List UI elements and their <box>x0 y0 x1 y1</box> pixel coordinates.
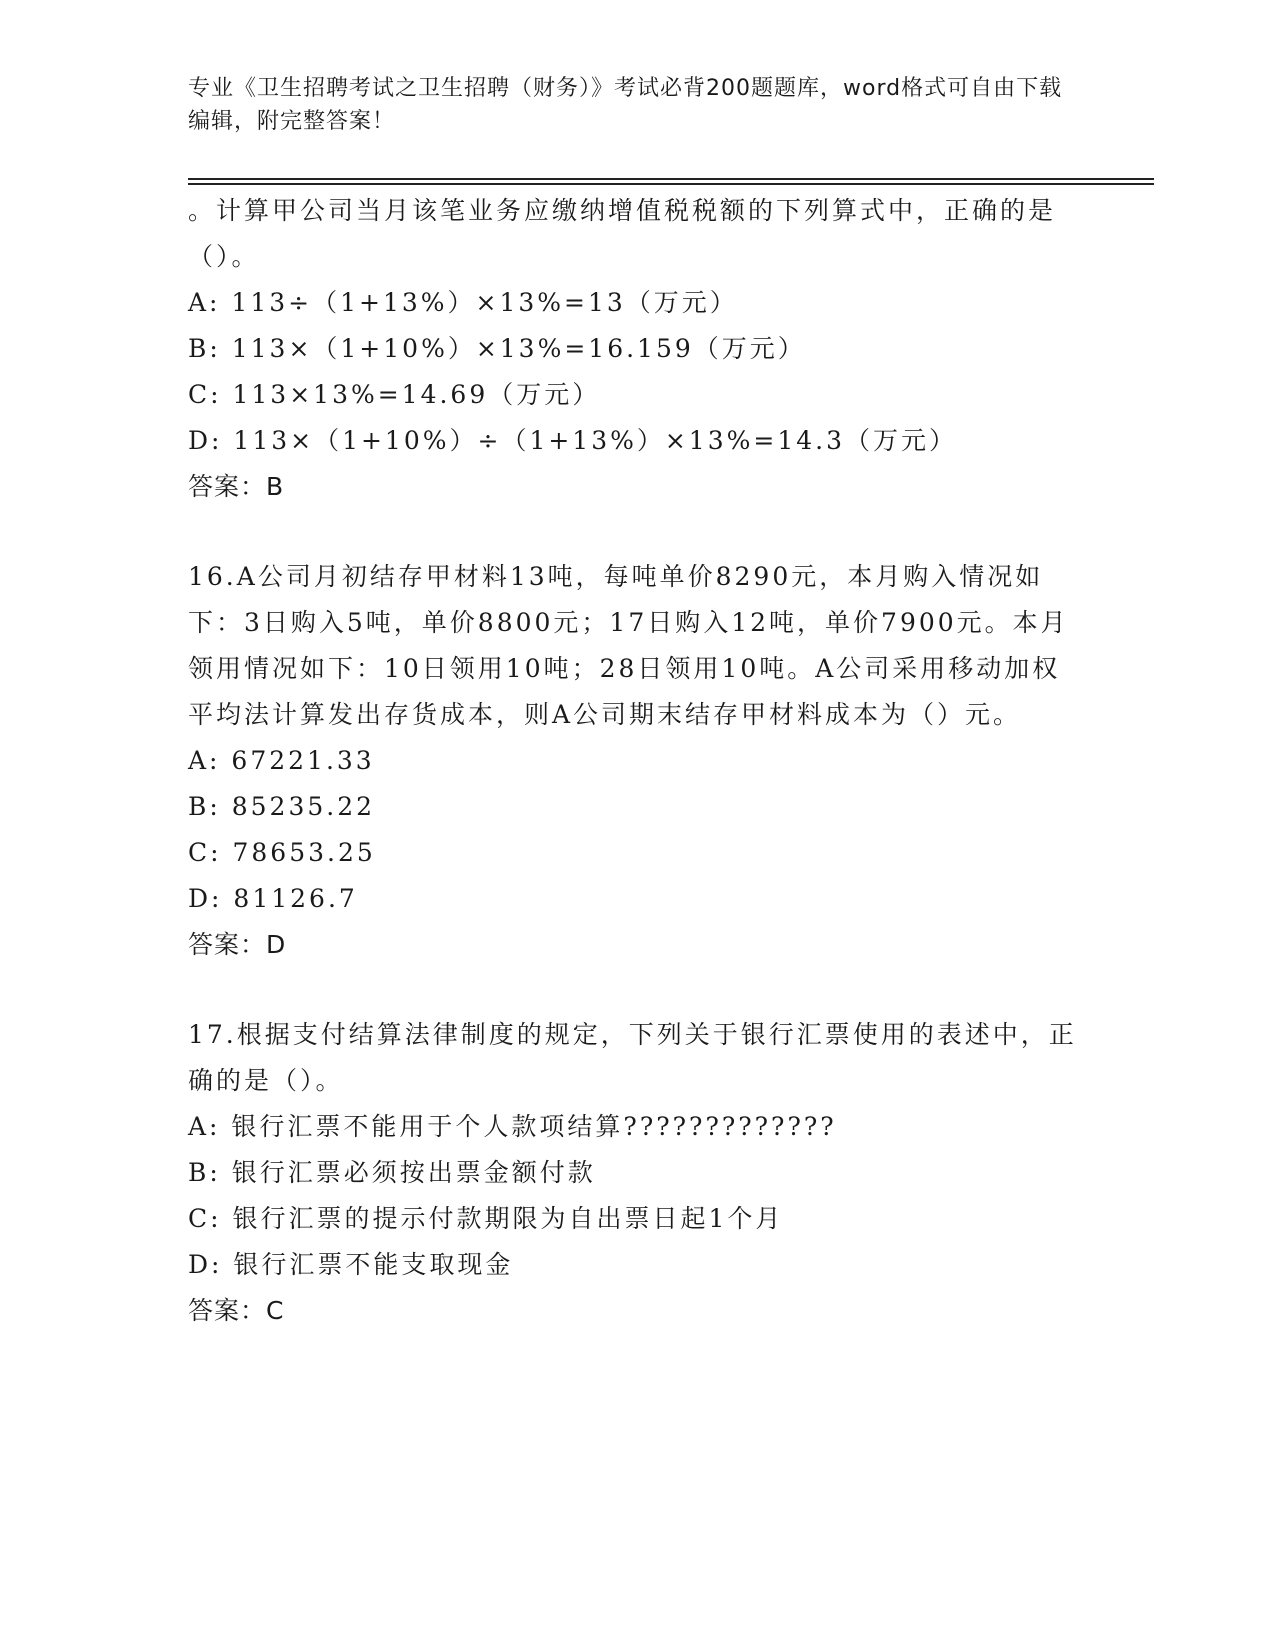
document-header-title: 专业《卫生招聘考试之卫生招聘（财务）》考试必背200题题库，word格式可自由下载编辑，附完整答案！ <box>188 76 1063 134</box>
header-divider-bottom <box>188 183 1154 185</box>
option-d: D: 113×（1+10%）÷（1+13%）×13%=14.3（万元） <box>188 426 957 455</box>
option-b: B: 85235.22 <box>188 792 376 821</box>
option-c: C: 78653.25 <box>188 838 376 867</box>
question-stem: 16.A公司月初结存甲材料13吨，每吨单价8290元，本月购入情况如下：3日购入5吨，单价8800元；17日购入12吨，单价7900元。本月领用情况如下：10日领用10吨；28日领用10吨。A公司采用移动加权平均法计算发出存货成本，则A公司期末结存甲材料成本为（）元。 <box>188 562 1069 729</box>
option-a: A: 67221.33 <box>188 746 375 775</box>
answer-line: 答案：D <box>188 930 287 959</box>
option-c: C: 银行汇票的提示付款期限为自出票日起1个月 <box>188 1204 784 1233</box>
question-16 <box>188 554 1088 968</box>
answer-line: 答案：C <box>188 1296 285 1325</box>
option-b: B: 银行汇票必须按出票金额付款 <box>188 1158 596 1187</box>
question-content <box>188 188 1088 1378</box>
option-a: A: 113÷（1+13%）×13%=13（万元） <box>188 288 738 317</box>
question-stem: 。计算甲公司当月该笔业务应缴纳增值税税额的下列算式中，正确的是（）。 <box>188 196 1057 271</box>
question-15 <box>188 188 1088 510</box>
answer-line: 答案：B <box>188 472 285 501</box>
question-17 <box>188 1012 1088 1334</box>
question-stem: 17.根据支付结算法律制度的规定，下列关于银行汇票使用的表述中，正确的是（）。 <box>188 1020 1077 1095</box>
option-a: A: 银行汇票不能用于个人款项结算????????????? <box>188 1112 837 1141</box>
header-divider-top <box>188 178 1154 180</box>
option-d: D: 银行汇票不能支取现金 <box>188 1250 514 1279</box>
option-d: D: 81126.7 <box>188 884 358 913</box>
option-c: C: 113×13%=14.69（万元） <box>188 380 601 409</box>
option-b: B: 113×（1+10%）×13%=16.159（万元） <box>188 334 806 363</box>
